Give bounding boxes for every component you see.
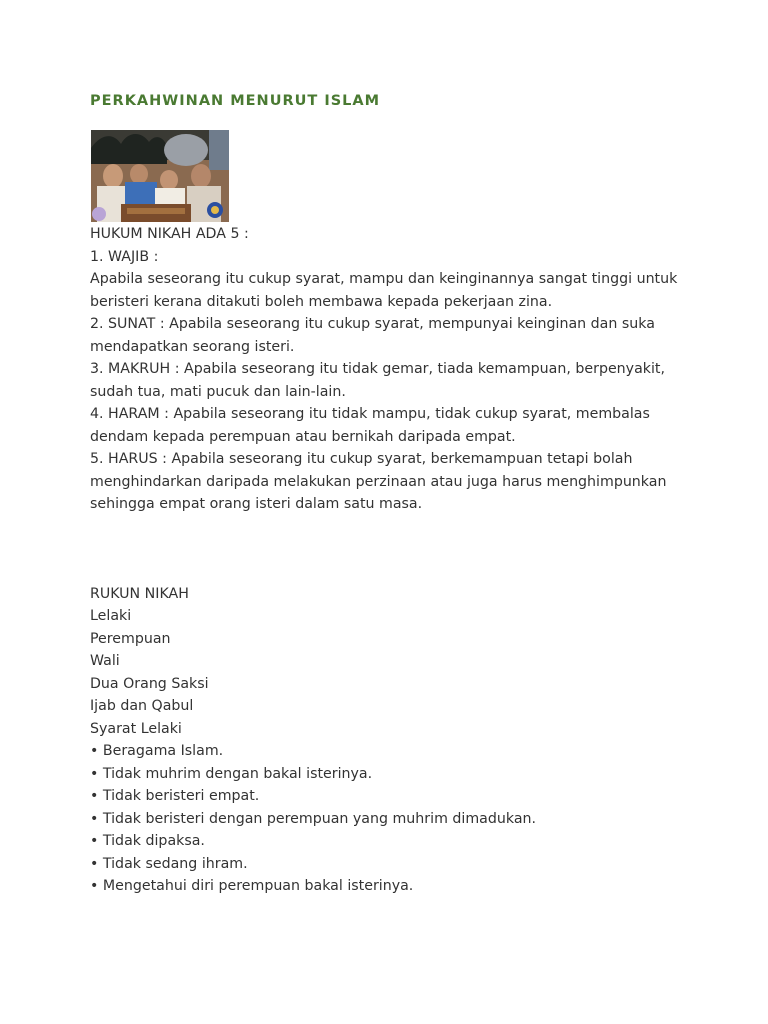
syarat-lelaki-heading: Syarat Lelaki [90, 720, 182, 737]
syarat-bullet: • Tidak sedang ihram. [90, 853, 690, 876]
hukum-item-2: 2. SUNAT : Apabila seseorang itu cukup syarat, mempunyai keinginan dan suka mendapatkan seorang isteri. [90, 316, 655, 355]
hukum-item-5: 5. HARUS : Apabila seseorang itu cukup syarat, berkemampuan tetapi bolah menghindarkan daripada melakukan perzinaan atau juga harus menghimpunkan sehingga empat orang isteri dalam satu masa. [90, 451, 667, 512]
hukum-item-1-desc: Apabila seseorang itu cukup syarat, mampu dan keinginannya sangat tinggi untuk beristeri kerana ditakuti boleh membawa kepada pekerjaan zina. [90, 271, 678, 310]
syarat-bullet: • Tidak muhrim dengan bakal isterinya. [90, 763, 690, 786]
section-spacer [90, 516, 690, 583]
rukun-item: Perempuan [90, 630, 171, 647]
syarat-bullet: • Beragama Islam. [90, 740, 690, 763]
page-title: PERKAHWINAN MENURUT ISLAM [90, 93, 381, 109]
hukum-heading: HUKUM NIKAH ADA 5 : [90, 226, 249, 242]
rukun-item: Dua Orang Saksi [90, 675, 209, 692]
hukum-item-1: 1. WAJIB : [90, 248, 159, 265]
syarat-bullet: • Mengetahui diri perempuan bakal isterinya. [90, 875, 690, 898]
hukum-item-3: 3. MAKRUH : Apabila seseorang itu tidak gemar, tiada kemampuan, berpenyakit, sudah tua, mati pucuk dan lain-lain. [90, 361, 665, 400]
syarat-bullet: • Tidak beristeri dengan perempuan yang muhrim dimadukan. [90, 808, 690, 831]
wedding-photo [91, 130, 229, 222]
rukun-item: Ijab dan Qabul [90, 698, 194, 714]
rukun-item: Lelaki [90, 608, 132, 624]
syarat-bullet: • Tidak beristeri empat. [90, 785, 690, 808]
syarat-bullet: • Tidak dipaksa. [90, 830, 690, 853]
rukun-item: Wali [90, 653, 120, 669]
rukun-heading: RUKUN NIKAH [90, 585, 189, 602]
hukum-item-4: 4. HARAM : Apabila seseorang itu tidak mampu, tidak cukup syarat, membalas dendam kepada perempuan atau bernikah daripada empat. [90, 406, 650, 445]
article-body [90, 223, 690, 898]
